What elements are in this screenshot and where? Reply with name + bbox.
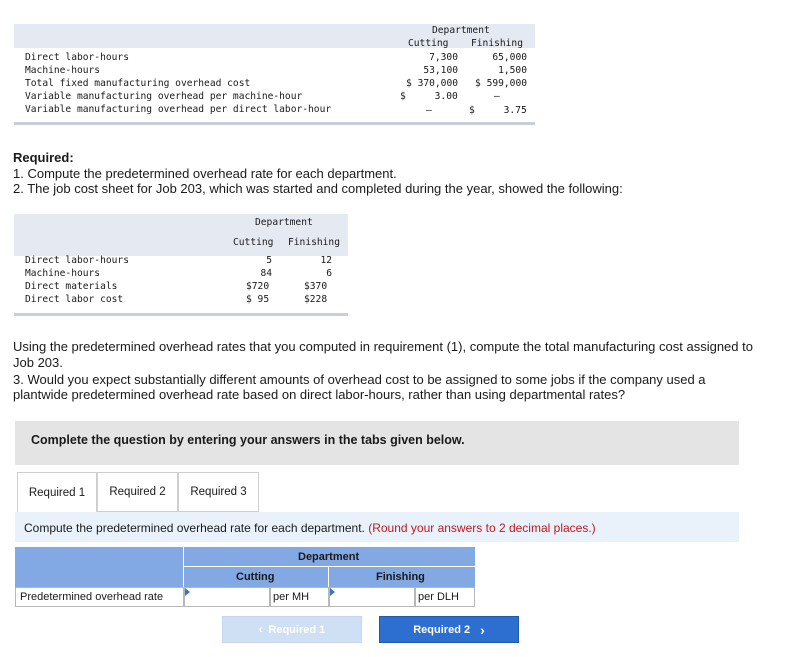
row-label: Direct labor-hours bbox=[25, 52, 129, 63]
grid-cutting-header bbox=[184, 567, 329, 587]
row-label: Variable manufacturing overhead per direct labor-hour bbox=[25, 104, 332, 115]
instruction-text: Complete the question by entering your answers in the tabs given below. bbox=[31, 433, 465, 447]
input-marker-icon bbox=[330, 588, 335, 596]
answer-grid bbox=[15, 547, 475, 607]
row-label: Direct labor-hours bbox=[25, 255, 129, 266]
overhead-data-table bbox=[14, 22, 535, 125]
cutting-unit-cell bbox=[270, 587, 329, 607]
col-finishing-header: Finishing bbox=[471, 38, 523, 49]
paragraph-3-line-1: 3. Would you expect substantially different amounts of overhead cost to be assigned to some jobs if the company used a bbox=[13, 372, 706, 387]
department-header: Department bbox=[255, 217, 313, 228]
department-header: Department bbox=[298, 551, 360, 563]
finishing-value: 12 bbox=[320, 255, 332, 266]
cutting-value: 5 bbox=[266, 255, 272, 266]
cutting-unit: per MH bbox=[273, 591, 310, 603]
row-label: Total fixed manufacturing overhead cost bbox=[25, 78, 251, 89]
grid-blank-header bbox=[15, 547, 184, 567]
col-cutting-header: Cutting bbox=[233, 237, 274, 248]
cutting-value: 84 bbox=[260, 268, 272, 279]
finishing-value: $ 3.75 bbox=[469, 105, 527, 116]
finishing-value: $228 bbox=[304, 294, 328, 305]
finishing-unit-cell bbox=[415, 587, 475, 607]
next-button-label: Required 2 bbox=[413, 623, 471, 636]
cutting-value: 7,300 bbox=[429, 52, 458, 63]
grid-blank-header bbox=[15, 567, 184, 587]
cutting-value: $ 370,000 bbox=[406, 78, 458, 89]
chevron-left-icon: ‹ bbox=[258, 623, 263, 636]
chevron-right-icon: › bbox=[480, 621, 485, 638]
col-finishing-header: Finishing bbox=[288, 237, 340, 248]
tab-required-1[interactable]: Required 1 bbox=[17, 472, 97, 513]
grid-finishing-header bbox=[329, 567, 475, 587]
cutting-value: $ 95 bbox=[246, 294, 270, 305]
finishing-value: $ 599,000 bbox=[475, 78, 527, 89]
row-label-cell bbox=[15, 587, 184, 607]
paragraph-2-line-1: Using the predetermined overhead rates that you computed in requirement (1), compute the total manufacturing cost assigned to bbox=[13, 339, 753, 354]
prev-button-label: Required 1 bbox=[268, 623, 326, 636]
paragraph-3-line-2: plantwide predetermined overhead rate based on direct labor-hours, rather than using departmental rates? bbox=[13, 387, 626, 402]
question-text bbox=[24, 521, 596, 535]
row-label: Direct labor cost bbox=[25, 294, 124, 305]
finishing-value: 65,000 bbox=[492, 52, 527, 63]
finishing-unit: per DLH bbox=[418, 591, 459, 603]
input-marker-icon bbox=[185, 588, 190, 596]
table-bottom-rule bbox=[14, 122, 535, 125]
department-header: Department bbox=[432, 25, 490, 36]
row-label: Variable manufacturing overhead per machine-hour bbox=[25, 91, 303, 102]
next-required-button[interactable] bbox=[379, 616, 519, 643]
question-band bbox=[15, 512, 739, 542]
job-cost-table bbox=[14, 212, 348, 316]
instruction-box bbox=[15, 421, 739, 465]
finishing-value: $370 bbox=[304, 281, 328, 292]
tab-required-3[interactable]: Required 3 bbox=[178, 472, 259, 512]
row-label: Direct materials bbox=[25, 281, 118, 292]
requirement-1-text: 1. Compute the predetermined overhead rate for each department. bbox=[13, 166, 397, 181]
question-note: (Round your answers to 2 decimal places.) bbox=[368, 521, 596, 535]
finishing-value: 6 bbox=[326, 268, 332, 279]
cutting-value: $720 bbox=[246, 281, 270, 292]
col-finishing-header: Finishing bbox=[376, 571, 425, 583]
finishing-rate-input[interactable] bbox=[329, 587, 415, 607]
required-heading: Required: bbox=[13, 150, 74, 165]
finishing-value: — bbox=[494, 91, 500, 102]
question-main: Compute the predetermined overhead rate for each department. bbox=[24, 521, 365, 535]
cutting-value: — bbox=[426, 105, 432, 116]
requirement-2-text: 2. The job cost sheet for Job 203, which was started and completed during the year, showed the following: bbox=[13, 181, 623, 196]
paragraph-2-line-2: Job 203. bbox=[13, 355, 63, 370]
col-cutting-header: Cutting bbox=[408, 38, 449, 49]
predetermined-rate-label: Predetermined overhead rate bbox=[20, 591, 164, 603]
col-cutting-header: Cutting bbox=[236, 571, 275, 583]
grid-department-header bbox=[184, 547, 475, 567]
row-label: Machine-hours bbox=[25, 65, 101, 76]
table-bottom-rule bbox=[14, 313, 348, 316]
cutting-value: 53,100 bbox=[423, 65, 458, 76]
cutting-rate-input[interactable] bbox=[184, 587, 270, 607]
cutting-value: $ 3.00 bbox=[400, 91, 458, 102]
prev-required-button[interactable] bbox=[222, 616, 362, 643]
finishing-value: 1,500 bbox=[498, 65, 527, 76]
row-label: Machine-hours bbox=[25, 268, 101, 279]
tab-required-2[interactable]: Required 2 bbox=[97, 472, 178, 512]
